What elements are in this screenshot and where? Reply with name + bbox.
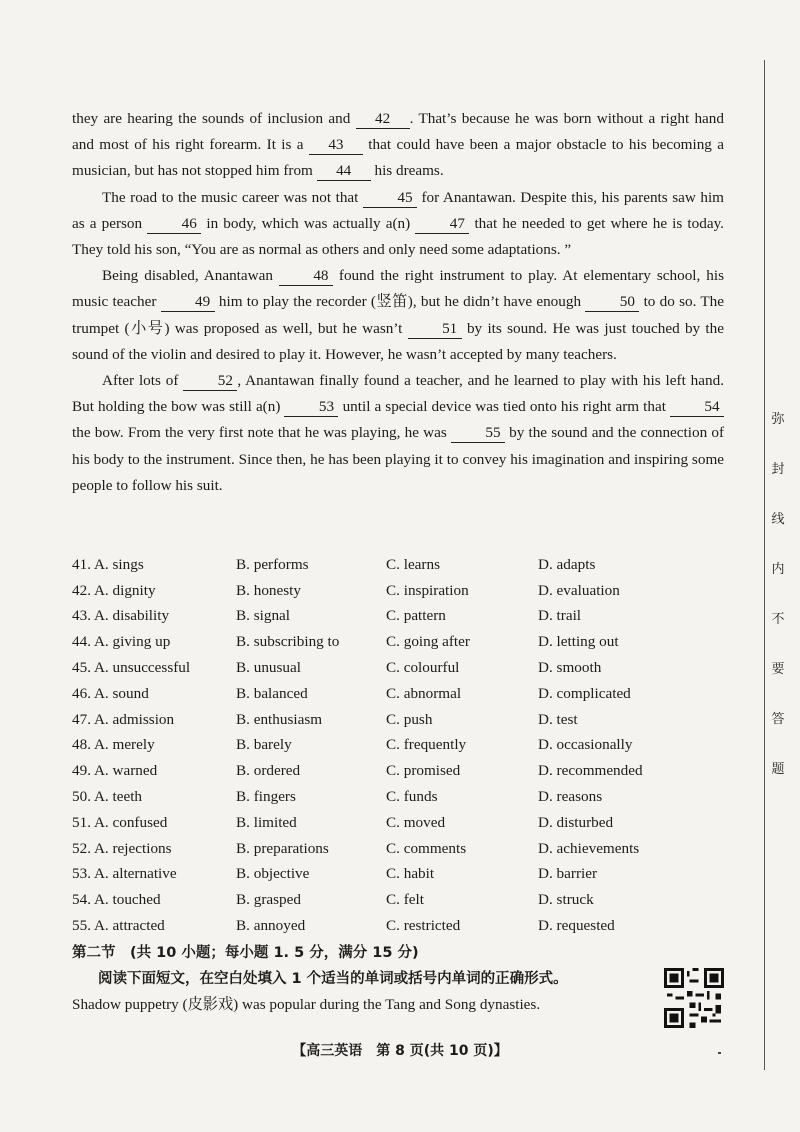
- option-c: C. abnormal: [386, 684, 462, 702]
- option-a: 49. A. warned: [72, 762, 158, 780]
- option-d: D. achievements: [538, 839, 640, 857]
- option-d: D. struck: [538, 891, 594, 909]
- blank-52: 52: [183, 372, 237, 391]
- option-c: C. comments: [386, 839, 467, 857]
- answer-options-table: [72, 552, 692, 939]
- option-a: 42. A. dignity: [72, 581, 156, 599]
- binding-notice: [768, 395, 788, 795]
- blank-55: 55: [451, 424, 505, 443]
- passage-text: by its sound. He was just touched by the sound of the violin and desired to play it. However, he wasn’t accepted by many teachers.: [72, 319, 724, 363]
- option-b: B. fingers: [236, 788, 296, 806]
- blank-54: 54: [670, 398, 724, 417]
- option-row: [72, 629, 692, 655]
- option-c: C. felt: [386, 891, 424, 909]
- blank-50: 50: [585, 293, 639, 312]
- passage-text: his dreams.: [370, 162, 444, 180]
- option-d: D. letting out: [538, 633, 619, 651]
- option-b: B. barely: [236, 736, 292, 754]
- option-b: B. honesty: [236, 581, 301, 599]
- paragraph-1: [72, 106, 724, 185]
- option-b: B. ordered: [236, 762, 301, 780]
- option-c: C. restricted: [386, 917, 461, 935]
- blank-46: 46: [147, 215, 201, 234]
- option-a: 46. A. sound: [72, 684, 149, 702]
- option-row: [72, 784, 692, 810]
- mark-dot: [718, 1052, 721, 1054]
- option-row: [72, 707, 692, 733]
- option-row: [72, 578, 692, 604]
- option-a: 50. A. teeth: [72, 788, 143, 806]
- option-d: D. requested: [538, 917, 615, 935]
- section-2-instruction: 阅读下面短文，在空白处填入 1 个适当的单词或括号内单词的正确形式。: [98, 971, 568, 987]
- option-row: [72, 733, 692, 759]
- option-d: D. occasionally: [538, 736, 633, 754]
- option-a: 43. A. disability: [72, 607, 170, 625]
- option-d: D. complicated: [538, 684, 631, 702]
- option-b: B. unusual: [236, 659, 301, 677]
- option-d: D. barrier: [538, 865, 598, 883]
- binding-char: 内: [771, 562, 785, 577]
- binding-line: [764, 60, 765, 1070]
- option-b: B. objective: [236, 865, 310, 883]
- option-c: C. push: [386, 710, 433, 728]
- option-row: [72, 655, 692, 681]
- passage-text: . That’s because he was born without a right hand and most of his right forearm. It is a: [72, 110, 724, 154]
- passage-text: that could have been a major obstacle to his becoming a musician, but has not stopped him from: [72, 136, 725, 180]
- option-row: [72, 887, 692, 913]
- option-c: C. pattern: [386, 607, 446, 625]
- option-c: C. moved: [386, 813, 446, 831]
- section-2-first-line: Shadow puppetry (皮影戏) was popular during the Tang and Song dynasties.: [72, 996, 541, 1013]
- passage-text: to do so. The trumpet (小号) was proposed as well, but he wasn’t: [72, 293, 724, 337]
- cloze-passage: [72, 106, 724, 499]
- option-c: C. funds: [386, 788, 438, 806]
- option-a: 53. A. alternative: [72, 865, 177, 883]
- blank-42: 42: [356, 110, 410, 129]
- binding-char: 要: [771, 662, 785, 677]
- option-b: B. annoyed: [236, 917, 306, 935]
- section-2-title: 第二节 (共 10 小题；每小题 1. 5 分，满分 15 分): [72, 945, 419, 961]
- option-b: B. grasped: [236, 891, 301, 909]
- option-a: 51. A. confused: [72, 813, 168, 831]
- option-row: [72, 862, 692, 888]
- option-d: D. recommended: [538, 762, 643, 780]
- paragraph-4: [72, 368, 724, 499]
- passage-text: Being disabled, Anantawan: [102, 267, 279, 285]
- option-c: C. going after: [386, 633, 470, 651]
- option-b: B. balanced: [236, 684, 308, 702]
- option-d: D. reasons: [538, 788, 603, 806]
- passage-text: by the sound and the connection of his body to the instrument. Since then, he has been playing it to convey his imagination and inspiring some people to follow his suit.: [72, 424, 724, 494]
- option-row: [72, 681, 692, 707]
- paragraph-2: [72, 185, 724, 264]
- qr-code-icon: [664, 968, 724, 1028]
- option-row: [72, 552, 692, 578]
- paragraph-3: [72, 263, 724, 368]
- option-d: D. adapts: [538, 555, 596, 573]
- option-a: 55. A. attracted: [72, 917, 165, 935]
- passage-text: , Anantawan finally found a teacher, and he learned to play with his left hand. But holding the bow was still a(n): [72, 372, 725, 416]
- passage-text: found the right instrument to play. At elementary school, his music teacher: [72, 267, 724, 311]
- option-c: C. colourful: [386, 659, 460, 677]
- option-c: C. promised: [386, 762, 461, 780]
- option-c: C. inspiration: [386, 581, 469, 599]
- option-a: 52. A. rejections: [72, 839, 172, 857]
- passage-text: After lots of: [102, 372, 184, 390]
- blank-44: 44: [317, 162, 371, 181]
- option-b: B. enthusiasm: [236, 710, 323, 728]
- binding-char: 答: [771, 712, 785, 727]
- blank-48: 48: [279, 267, 333, 286]
- option-a: 47. A. admission: [72, 710, 175, 728]
- blank-53: 53: [284, 398, 338, 417]
- binding-char: 线: [771, 512, 785, 527]
- binding-char: 封: [771, 462, 785, 477]
- option-a: 48. A. merely: [72, 736, 155, 754]
- option-row: [72, 810, 692, 836]
- option-b: B. signal: [236, 607, 291, 625]
- blank-43: 43: [309, 136, 363, 155]
- option-d: D. disturbed: [538, 813, 614, 831]
- passage-text: that he needed to get where he is today. They told his son, “You are as normal as others and only need some adaptations. ”: [72, 214, 724, 259]
- passage-text: in body, which was actually a(n): [201, 214, 416, 232]
- option-d: D. evaluation: [538, 581, 620, 599]
- option-b: B. subscribing to: [236, 633, 340, 651]
- option-c: C. frequently: [386, 736, 467, 754]
- section-2: [72, 940, 732, 1018]
- page-footer: 【高三英语 第 8 页(共 10 页)】: [292, 1043, 508, 1059]
- blank-47: 47: [415, 215, 469, 234]
- binding-char: 弥: [771, 412, 785, 427]
- option-d: D. smooth: [538, 659, 602, 677]
- option-row: [72, 758, 692, 784]
- option-row: [72, 836, 692, 862]
- binding-char: 题: [771, 762, 785, 777]
- binding-char: 不: [771, 612, 785, 627]
- passage-text: until a special device was tied onto his right arm that: [338, 398, 671, 416]
- option-a: 41. A. sings: [72, 555, 144, 573]
- passage-text: him to play the recorder (竖笛), but he didn’t have enough: [214, 293, 586, 311]
- option-row: [72, 913, 692, 939]
- blank-49: 49: [161, 293, 215, 312]
- option-b: B. performs: [236, 555, 309, 573]
- option-b: B. limited: [236, 813, 297, 831]
- option-a: 54. A. touched: [72, 891, 161, 909]
- blank-51: 51: [408, 320, 462, 339]
- option-b: B. preparations: [236, 839, 329, 857]
- option-d: D. test: [538, 710, 578, 728]
- option-a: 44. A. giving up: [72, 633, 171, 651]
- passage-text: for Anantawan. Despite this, his parents saw him as a person: [72, 188, 724, 232]
- passage-text: they are hearing the sounds of inclusion and: [72, 110, 356, 127]
- option-c: C. habit: [386, 865, 435, 883]
- passage-text: the bow. From the very first note that he was playing, he was: [72, 424, 451, 442]
- option-a: 45. A. unsuccessful: [72, 659, 191, 677]
- passage-text: The road to the music career was not that: [102, 188, 363, 206]
- blank-45: 45: [363, 189, 417, 208]
- option-c: C. learns: [386, 555, 440, 573]
- option-row: [72, 604, 692, 630]
- option-d: D. trail: [538, 607, 582, 625]
